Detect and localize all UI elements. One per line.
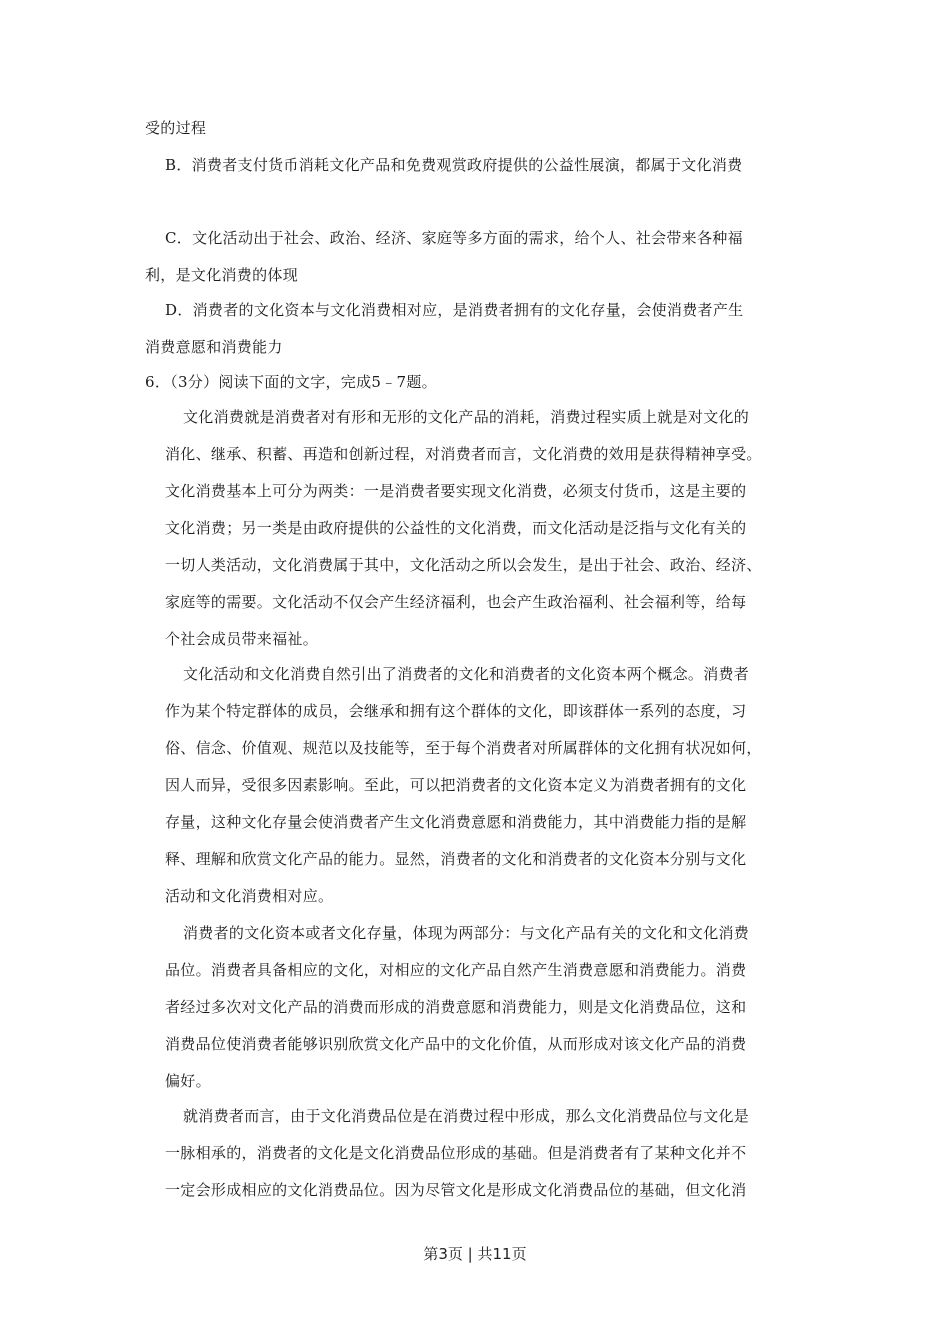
passage-line: 消化、继承、积蓄、再造和创新过程，对消费者而言，文化消费的效用是获得精神享受。 [165, 445, 762, 463]
option-a-continuation: 受的过程 [145, 119, 207, 137]
passage-line: 消费者的文化资本或者文化存量，体现为两部分：与文化产品有关的文化和文化消费 [183, 924, 750, 942]
passage-line: 存量，这种文化存量会使消费者产生文化消费意愿和消费能力，其中消费能力指的是解 [165, 813, 747, 831]
option-d-line-1: D．消费者的文化资本与文化消费相对应，是消费者拥有的文化存量，会使消费者产生 [165, 301, 744, 319]
passage-line: 就消费者而言，由于文化消费品位是在消费过程中形成，那么文化消费品位与文化是 [183, 1107, 750, 1125]
passage-line: 家庭等的需要。文化活动不仅会产生经济福利，也会产生政治福利、社会福利等，给每 [165, 593, 747, 611]
passage-line: 因人而异，受很多因素影响。至此，可以把消费者的文化资本定义为消费者拥有的文化 [165, 776, 747, 794]
page-indicator: 第3页 | 共11页 [423, 1245, 527, 1263]
passage-line: 活动和文化消费相对应。 [165, 887, 334, 905]
question-header: 6．（3分）阅读下面的文字，完成5﹣7题。 [145, 373, 437, 391]
passage-line: 消费品位使消费者能够识别欣赏文化产品中的文化价值，从而形成对该文化产品的消费 [165, 1035, 747, 1053]
passage-line: 一切人类活动，文化消费属于其中，文化活动之所以会发生，是出于社会、政治、经济、 [165, 556, 762, 574]
passage-line: 文化消费基本上可分为两类：一是消费者要实现文化消费，必须支付货币，这是主要的 [165, 482, 747, 500]
passage-line: 者经过多次对文化产品的消费而形成的消费意愿和消费能力，则是文化消费品位，这和 [165, 998, 747, 1016]
passage-line: 偏好。 [165, 1072, 211, 1090]
passage-line: 文化消费就是消费者对有形和无形的文化产品的消耗，消费过程实质上就是对文化的 [183, 408, 750, 426]
passage-line: 品位。消费者具备相应的文化，对相应的文化产品自然产生消费意愿和消费能力。消费 [165, 961, 747, 979]
option-c-line-2: 利，是文化消费的体现 [145, 266, 299, 284]
option-b: B．消费者支付货币消耗文化产品和免费观赏政府提供的公益性展演，都属于文化消费 [165, 156, 743, 174]
passage-line: 作为某个特定群体的成员，会继承和拥有这个群体的文化，即该群体一系列的态度，习 [165, 702, 747, 720]
option-d-line-2: 消费意愿和消费能力 [145, 338, 283, 356]
option-c-line-1: C．文化活动出于社会、政治、经济、家庭等多方面的需求，给个人、社会带来各种福 [165, 229, 743, 247]
passage-line: 释、理解和欣赏文化产品的能力。显然，消费者的文化和消费者的文化资本分别与文化 [165, 850, 747, 868]
passage-line: 文化活动和文化消费自然引出了消费者的文化和消费者的文化资本两个概念。消费者 [183, 665, 750, 683]
passage-line: 文化消费；另一类是由政府提供的公益性的文化消费，而文化活动是泛指与文化有关的 [165, 519, 747, 537]
passage-line: 俗、信念、价值观、规范以及技能等，至于每个消费者对所属群体的文化拥有状况如何， [165, 739, 762, 757]
passage-line: 一定会形成相应的文化消费品位。因为尽管文化是形成文化消费品位的基础，但文化消 [165, 1181, 747, 1199]
passage-line: 个社会成员带来福祉。 [165, 630, 319, 648]
passage-line: 一脉相承的，消费者的文化是文化消费品位形成的基础。但是消费者有了某种文化并不 [165, 1144, 747, 1162]
